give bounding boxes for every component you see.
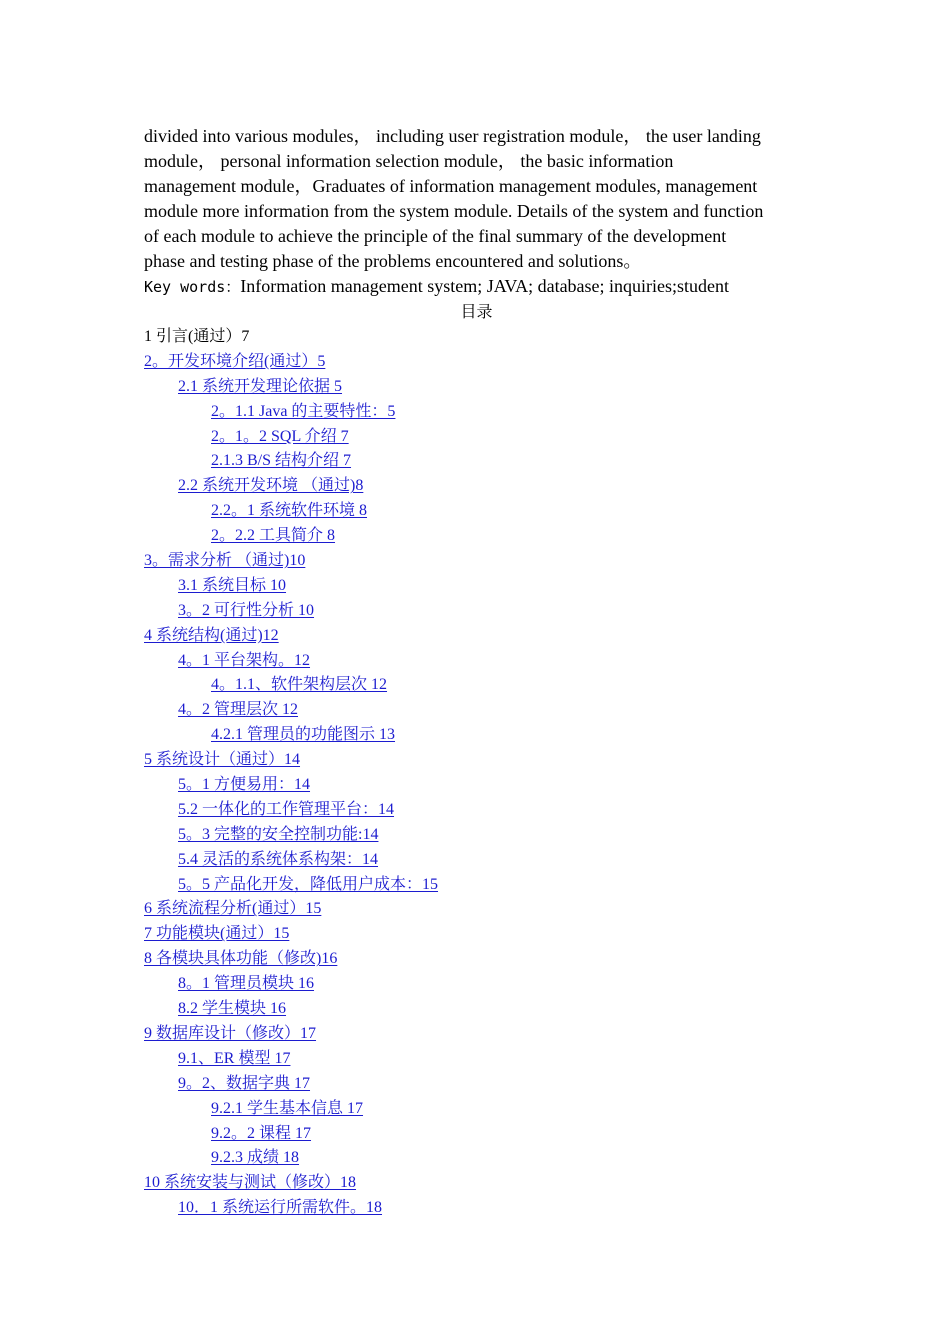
toc-link[interactable]: 9.2。2 课程 17 [211, 1124, 312, 1142]
toc-entry [144, 549, 809, 574]
toc-entry [144, 1196, 809, 1221]
toc-entry [144, 1047, 809, 1072]
toc-link[interactable]: 3。2 可行性分析 10 [178, 601, 315, 619]
toc-entry [144, 773, 809, 798]
abstract-line: of each module to achieve the principle of the final summary of the development [144, 226, 727, 246]
keywords-text: Information management system; JAVA; database; inquiries;student [240, 276, 730, 296]
abstract-paragraph [144, 124, 809, 274]
toc-entry [144, 499, 809, 524]
toc-link[interactable]: 8。1 管理员模块 16 [178, 975, 315, 993]
abstract-line: phase and testing phase of the problems encountered and solutions。 [144, 251, 642, 271]
toc-link[interactable]: 3.1 系统目标 10 [178, 576, 287, 594]
toc-link[interactable]: 5.4 灵活的系统体系构架：14 [178, 850, 379, 868]
toc-entry [144, 922, 809, 947]
toc-entry [144, 1146, 809, 1171]
toc-entry [144, 400, 809, 425]
toc-link[interactable]: 10．1 系统运行所需软件。18 [178, 1199, 383, 1217]
toc-link[interactable]: 10 系统安装与测试（修改）18 [144, 1174, 357, 1192]
keywords-line [144, 274, 809, 300]
toc-link[interactable]: 2。1.1 Java 的主要特性：5 [211, 402, 396, 420]
toc-entry [144, 972, 809, 997]
toc-entry [144, 848, 809, 873]
abstract-line: management module，Graduates of information management modules, management [144, 176, 758, 196]
toc-entry [144, 1122, 809, 1147]
table-of-contents [144, 325, 809, 1221]
toc-link[interactable]: 9 数据库设计（修改）17 [144, 1024, 317, 1042]
toc-entry [144, 723, 809, 748]
toc-link[interactable]: 2。2.2 工具简介 8 [211, 527, 336, 545]
toc-link[interactable]: 9.2.3 成绩 18 [211, 1149, 300, 1167]
toc-link[interactable]: 7 功能模块(通过）15 [144, 925, 290, 943]
toc-link[interactable]: 5。1 方便易用：14 [178, 776, 311, 794]
toc-entry [144, 624, 809, 649]
toc-link[interactable]: 2.2 系统开发环境 （通过)8 [178, 477, 364, 495]
toc-link[interactable]: 4。1 平台架构。12 [178, 651, 311, 669]
toc-link[interactable]: 9.2.1 学生基本信息 17 [211, 1099, 364, 1117]
toc-entry [144, 997, 809, 1022]
toc-link[interactable]: 5 系统设计（通过）14 [144, 751, 301, 769]
toc-link[interactable]: 6 系统流程分析(通过）15 [144, 900, 322, 918]
toc-link[interactable]: 5。3 完整的安全控制功能:14 [178, 825, 379, 843]
toc-link[interactable]: 4 系统结构(通过)12 [144, 626, 279, 644]
toc-entry [144, 425, 809, 450]
toc-entry [144, 698, 809, 723]
toc-entry [144, 325, 809, 350]
toc-entry [144, 897, 809, 922]
toc-entry [144, 649, 809, 674]
toc-entry [144, 375, 809, 400]
toc-link[interactable]: 8 各模块具体功能（修改)16 [144, 950, 338, 968]
toc-entry [144, 524, 809, 549]
toc-entry [144, 947, 809, 972]
toc-entry [144, 599, 809, 624]
toc-link[interactable]: 9。2、数据字典 17 [178, 1074, 311, 1092]
toc-entry [144, 748, 809, 773]
toc-entry [144, 1171, 809, 1196]
toc-link[interactable]: 2。1。2 SQL 介绍 7 [211, 427, 349, 445]
abstract-line: module more information from the system module. Details of the system and function [144, 201, 764, 221]
toc-link[interactable]: 4.2.1 管理员的功能图示 13 [211, 726, 396, 744]
toc-link[interactable]: 2.1.3 B/S 结构介绍 7 [211, 452, 352, 470]
toc-link[interactable]: 8.2 学生模块 16 [178, 1000, 287, 1018]
toc-link[interactable]: 5.2 一体化的工作管理平台：14 [178, 800, 395, 818]
toc-link[interactable]: 5。5 产品化开发，降低用户成本：15 [178, 875, 439, 893]
toc-entry [144, 673, 809, 698]
toc-link[interactable]: 3。需求分析 （通过)10 [144, 552, 306, 570]
abstract-line: module， personal information selection module， the basic information [144, 151, 674, 171]
toc-entry [144, 1072, 809, 1097]
toc-entry [144, 1022, 809, 1047]
toc-entry [144, 1097, 809, 1122]
toc-link[interactable]: 2.1 系统开发理论依据 5 [178, 377, 343, 395]
keywords-label: Key words： [144, 278, 241, 296]
document-page [144, 124, 809, 1221]
toc-entry [144, 873, 809, 898]
toc-title: 目录 [460, 304, 493, 321]
toc-entry [144, 574, 809, 599]
toc-entry [144, 449, 809, 474]
toc-text: 1 引言(通过）7 [144, 328, 250, 345]
abstract-line: divided into various modules， including user registration module， the user landing [144, 126, 761, 146]
toc-entry [144, 474, 809, 499]
toc-link[interactable]: 4。1.1、软件架构层次 12 [211, 676, 388, 694]
toc-link[interactable]: 4。2 管理层次 12 [178, 701, 299, 719]
toc-link[interactable]: 2.2。1 系统软件环境 8 [211, 502, 368, 520]
toc-link[interactable]: 9.1、ER 模型 17 [178, 1049, 291, 1067]
toc-entry [144, 350, 809, 375]
toc-entry [144, 798, 809, 823]
toc-link[interactable]: 2。开发环境介绍(通过）5 [144, 352, 326, 370]
toc-entry [144, 823, 809, 848]
